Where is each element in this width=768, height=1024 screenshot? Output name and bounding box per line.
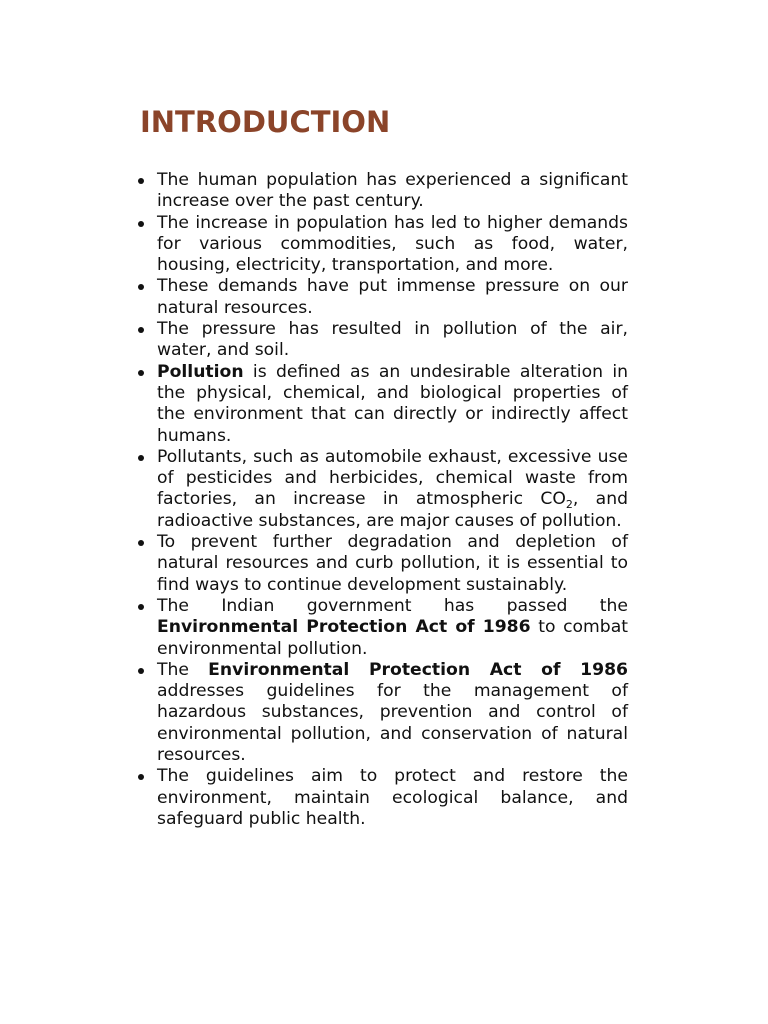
bullet-text: The Indian government has passed the bbox=[157, 595, 628, 616]
bold-term: Environmental Protection Act of 1986 bbox=[208, 659, 628, 680]
subscript: 2 bbox=[565, 498, 573, 512]
section-heading: INTRODUCTION bbox=[140, 105, 391, 139]
bullet-text: The pressure has resulted in pollution of the air, water, and soil. bbox=[157, 319, 628, 361]
bold-term: Environmental Protection Act of 1986 bbox=[157, 617, 531, 638]
bullet-text: The human population has experienced a significant increase over the past century. bbox=[157, 170, 628, 212]
bullet-item bbox=[157, 660, 628, 766]
bullet-text: Pollutants, such as automobile exhaust, excessive use of pesticides and herbicides, chemical waste from factories, an increase in atmospheric CO bbox=[157, 446, 628, 510]
bullet-item bbox=[157, 276, 628, 319]
bullet-text: to combat environmental pollution. bbox=[157, 617, 628, 659]
bullet-text: To prevent further degradation and depletion of natural resources and curb pollution, it is essential to find ways to continue development sustainably. bbox=[157, 532, 628, 595]
bullet-item bbox=[157, 319, 628, 362]
bullet-item bbox=[157, 532, 628, 596]
bold-term: Pollution bbox=[157, 361, 244, 382]
bullet-item bbox=[157, 766, 628, 830]
bullet-text: The guidelines aim to protect and restore the environment, maintain ecological balance, and safeguard public health. bbox=[157, 766, 628, 829]
bullet-text: The increase in population has led to higher demands for various commodities, such as food, water, housing, electricity, transportation, and more. bbox=[157, 212, 628, 276]
bullet-item bbox=[157, 362, 628, 447]
bullet-list bbox=[157, 170, 628, 830]
bullet-text: These demands have put immense pressure on our natural resources. bbox=[157, 276, 628, 318]
bullet-text: addresses guidelines for the management of hazardous substances, prevention and control of environmental pollution, and conservation of natural resources. bbox=[157, 681, 628, 766]
bullet-item bbox=[157, 170, 628, 213]
bullet-text: is defined as an undesirable alteration in the physical, chemical, and biological properties of the environment that can directly or indirectly affect humans. bbox=[157, 361, 628, 446]
bullet-text: , and radioactive substances, are major causes of pollution. bbox=[157, 489, 628, 531]
bullet-item bbox=[157, 596, 628, 660]
bullet-text: The bbox=[157, 659, 209, 680]
bullet-item bbox=[157, 213, 628, 277]
bullet-item bbox=[157, 447, 628, 532]
